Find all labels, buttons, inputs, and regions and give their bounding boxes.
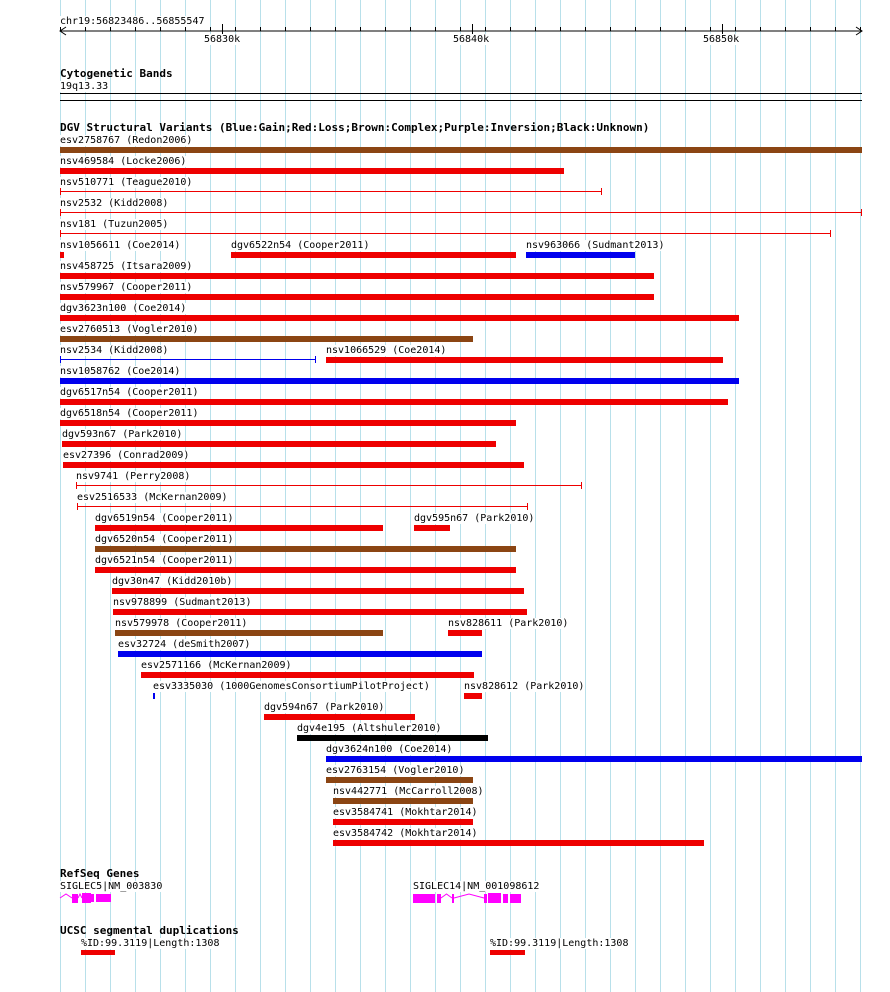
variant-end-cap bbox=[77, 503, 78, 510]
variant-bar[interactable] bbox=[60, 273, 654, 279]
variant-label[interactable]: dgv4e195 (Altshuler2010) bbox=[297, 723, 442, 734]
gene-exon bbox=[96, 894, 111, 902]
variant-bar[interactable] bbox=[464, 693, 482, 699]
variant-label[interactable]: dgv30n47 (Kidd2010b) bbox=[112, 576, 233, 587]
variant-label[interactable]: nsv978899 (Sudmant2013) bbox=[113, 597, 252, 608]
variant-bar[interactable] bbox=[297, 735, 488, 741]
segdup-label[interactable]: %ID:99.3119|Length:1308 bbox=[81, 938, 220, 949]
variant-label[interactable]: dgv6521n54 (Cooper2011) bbox=[95, 555, 234, 566]
variant-bar[interactable] bbox=[141, 672, 474, 678]
variant-bar[interactable] bbox=[76, 485, 582, 486]
ruler-tick-label: 56840k bbox=[453, 34, 490, 45]
variant-label[interactable]: nsv442771 (McCarroll2008) bbox=[333, 786, 484, 797]
variant-end-cap bbox=[830, 230, 831, 237]
variant-label[interactable]: dgv6518n54 (Cooper2011) bbox=[60, 408, 199, 419]
variant-label[interactable]: esv3584741 (Mokhtar2014) bbox=[333, 807, 478, 818]
variant-bar[interactable] bbox=[326, 357, 723, 363]
variant-label[interactable]: nsv579967 (Cooper2011) bbox=[60, 282, 193, 293]
variant-label[interactable]: dgv6517n54 (Cooper2011) bbox=[60, 387, 199, 398]
variant-label[interactable]: nsv1066529 (Coe2014) bbox=[326, 345, 447, 356]
variant-bar[interactable] bbox=[333, 819, 473, 825]
segdup-label[interactable]: %ID:99.3119|Length:1308 bbox=[490, 938, 629, 949]
variant-label[interactable]: nsv181 (Tuzun2005) bbox=[60, 219, 169, 230]
gene-exon bbox=[72, 894, 78, 903]
gene-exon bbox=[82, 893, 91, 903]
variant-bar[interactable] bbox=[95, 546, 516, 552]
variant-end-cap bbox=[60, 188, 61, 195]
gene-intron bbox=[78, 894, 82, 898]
variant-end-cap bbox=[315, 356, 316, 363]
ruler-tick-label: 56850k bbox=[703, 34, 740, 45]
gene-intron bbox=[454, 894, 484, 898]
variant-bar[interactable] bbox=[62, 441, 496, 447]
variant-label[interactable]: nsv510771 (Teague2010) bbox=[60, 177, 193, 188]
variant-bar[interactable] bbox=[153, 693, 155, 699]
gene-exon bbox=[503, 894, 508, 903]
variant-end-cap bbox=[60, 356, 61, 363]
variant-label[interactable]: nsv2534 (Kidd2008) bbox=[60, 345, 169, 356]
variant-label[interactable]: esv32724 (deSmith2007) bbox=[118, 639, 251, 650]
variant-bar[interactable] bbox=[95, 567, 516, 573]
cytoband-track-title: Cytogenetic Bands bbox=[60, 67, 173, 80]
variant-label[interactable]: esv2758767 (Redon2006) bbox=[60, 135, 193, 146]
variant-bar[interactable] bbox=[414, 525, 450, 531]
variant-bar[interactable] bbox=[115, 630, 383, 636]
gene-exon bbox=[488, 893, 501, 903]
variant-label[interactable]: nsv1058762 (Coe2014) bbox=[60, 366, 181, 377]
variant-end-cap bbox=[527, 503, 528, 510]
variant-bar[interactable] bbox=[112, 588, 524, 594]
gene-exon bbox=[413, 894, 435, 903]
gene-intron bbox=[441, 894, 452, 898]
variant-label[interactable]: esv2571166 (McKernan2009) bbox=[141, 660, 292, 671]
variant-label[interactable]: nsv828611 (Park2010) bbox=[448, 618, 569, 629]
variant-label[interactable]: nsv963066 (Sudmant2013) bbox=[526, 240, 665, 251]
variant-bar[interactable] bbox=[60, 294, 654, 300]
variant-label[interactable]: nsv458725 (Itsara2009) bbox=[60, 261, 193, 272]
refseq-track-title: RefSeq Genes bbox=[60, 867, 140, 880]
ruler-tick-label: 56830k bbox=[204, 34, 241, 45]
variant-label[interactable]: dgv593n67 (Park2010) bbox=[62, 429, 183, 440]
gene-label-siglec14[interactable]: SIGLEC14|NM_001098612 bbox=[413, 881, 540, 892]
variant-end-cap bbox=[581, 482, 582, 489]
variant-bar[interactable] bbox=[60, 168, 564, 174]
variant-label[interactable]: dgv6519n54 (Cooper2011) bbox=[95, 513, 234, 524]
variant-bar[interactable] bbox=[60, 191, 602, 192]
segdup-bar[interactable] bbox=[490, 950, 525, 955]
variant-bar[interactable] bbox=[60, 420, 516, 426]
variant-bar[interactable] bbox=[264, 714, 415, 720]
variant-label[interactable]: dgv3623n100 (Coe2014) bbox=[60, 303, 187, 314]
variant-bar[interactable] bbox=[60, 233, 831, 234]
variant-bar[interactable] bbox=[60, 399, 728, 405]
variant-label[interactable]: dgv6520n54 (Cooper2011) bbox=[95, 534, 234, 545]
region-label: chr19:56823486..56855547 bbox=[60, 16, 205, 27]
variant-label[interactable]: nsv579978 (Cooper2011) bbox=[115, 618, 248, 629]
variant-label[interactable]: esv3335030 (1000GenomesConsortiumPilotProject) bbox=[153, 681, 430, 692]
gene-label-siglec5[interactable]: SIGLEC5|NM_003830 bbox=[60, 881, 163, 892]
variant-bar[interactable] bbox=[231, 252, 516, 258]
gene-exon bbox=[437, 894, 441, 903]
variant-bar[interactable] bbox=[60, 315, 739, 321]
variant-bar[interactable] bbox=[77, 506, 528, 507]
dgv-track-title: DGV Structural Variants (Blue:Gain;Red:Loss;Brown:Complex;Purple:Inversion;Black:Unknown) bbox=[60, 121, 650, 134]
variant-bar[interactable] bbox=[95, 525, 383, 531]
gene-exon bbox=[91, 894, 94, 902]
variant-label[interactable]: nsv469584 (Locke2006) bbox=[60, 156, 187, 167]
cytoband-label: 19q13.33 bbox=[60, 81, 109, 92]
gene-exon bbox=[452, 894, 454, 903]
variant-bar[interactable] bbox=[63, 462, 524, 468]
variant-label[interactable]: esv2760513 (Vogler2010) bbox=[60, 324, 199, 335]
variant-end-cap bbox=[76, 482, 77, 489]
variant-label[interactable]: nsv828612 (Park2010) bbox=[464, 681, 585, 692]
variant-bar[interactable] bbox=[326, 777, 473, 783]
variant-label[interactable]: dgv6522n54 (Cooper2011) bbox=[231, 240, 370, 251]
variant-bar[interactable] bbox=[60, 378, 739, 384]
variant-bar[interactable] bbox=[448, 630, 482, 636]
variant-bar[interactable] bbox=[60, 212, 862, 213]
variant-bar[interactable] bbox=[526, 252, 635, 258]
variant-label[interactable]: nsv1056611 (Coe2014) bbox=[60, 240, 181, 251]
variant-end-cap bbox=[60, 230, 61, 237]
variant-label[interactable]: nsv9741 (Perry2008) bbox=[76, 471, 191, 482]
variant-label[interactable]: esv2763154 (Vogler2010) bbox=[326, 765, 465, 776]
variant-label[interactable]: dgv594n67 (Park2010) bbox=[264, 702, 385, 713]
gene-exon bbox=[484, 894, 487, 903]
variant-end-cap bbox=[60, 209, 61, 216]
variant-end-cap bbox=[861, 209, 862, 216]
variant-bar[interactable] bbox=[333, 798, 473, 804]
variant-bar[interactable] bbox=[333, 840, 704, 846]
variant-bar[interactable] bbox=[60, 359, 316, 360]
variant-label[interactable]: dgv3624n100 (Coe2014) bbox=[326, 744, 453, 755]
variant-bar[interactable] bbox=[60, 147, 862, 153]
variant-label[interactable]: esv2516533 (McKernan2009) bbox=[77, 492, 228, 503]
variant-bar[interactable] bbox=[60, 336, 473, 342]
segdup-track-title: UCSC segmental duplications bbox=[60, 924, 239, 937]
variant-label[interactable]: nsv2532 (Kidd2008) bbox=[60, 198, 169, 209]
variant-label[interactable]: esv27396 (Conrad2009) bbox=[63, 450, 190, 461]
gene-exon bbox=[510, 894, 521, 903]
gene-intron bbox=[60, 894, 72, 898]
variant-bar[interactable] bbox=[113, 609, 527, 615]
variant-bar[interactable] bbox=[118, 651, 482, 657]
variant-label[interactable]: dgv595n67 (Park2010) bbox=[414, 513, 535, 524]
variant-bar[interactable] bbox=[60, 252, 64, 258]
segdup-bar[interactable] bbox=[81, 950, 115, 955]
variant-label[interactable]: esv3584742 (Mokhtar2014) bbox=[333, 828, 478, 839]
variant-bar[interactable] bbox=[326, 756, 862, 762]
variant-end-cap bbox=[601, 188, 602, 195]
gene-models bbox=[0, 880, 890, 920]
